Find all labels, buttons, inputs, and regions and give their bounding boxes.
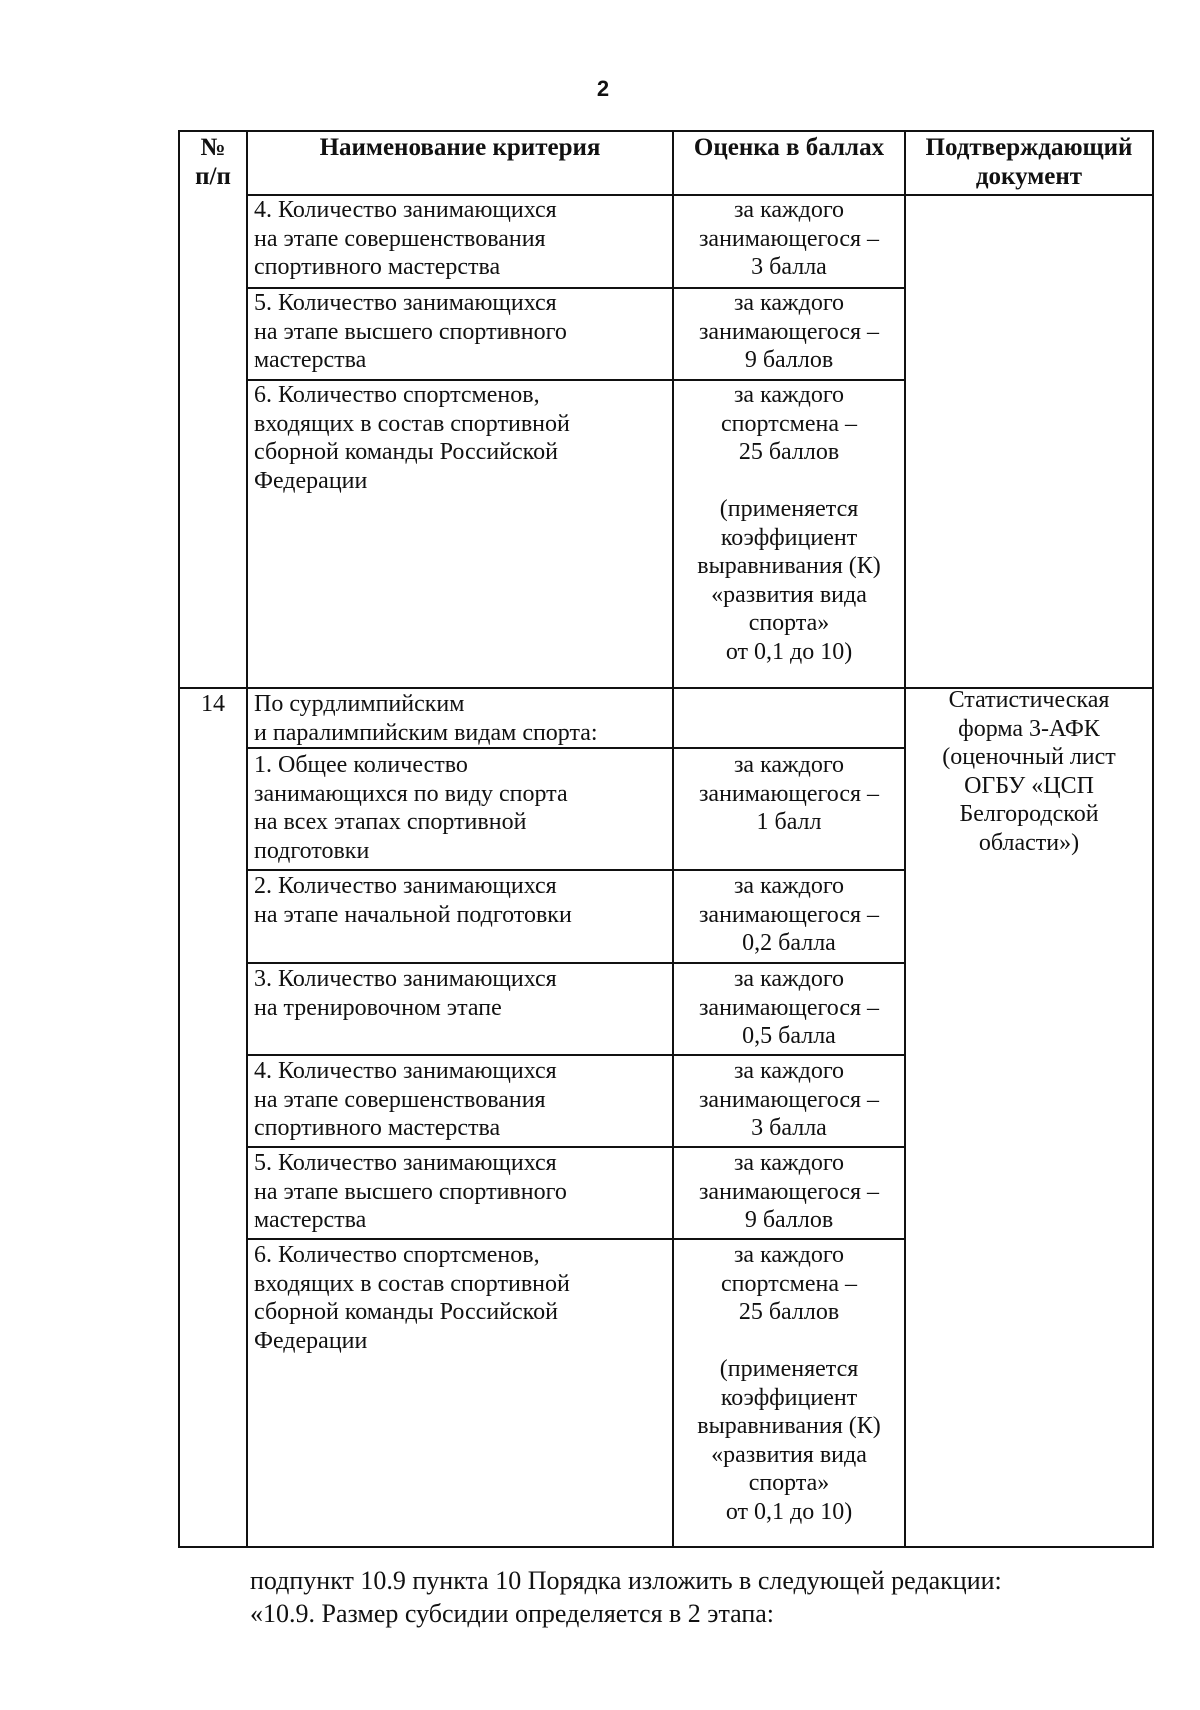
score-cell: за каждого занимающегося – 9 баллов (698, 290, 880, 373)
header-document: Подтверждающий документ (925, 134, 1133, 190)
section-heading: По сурдлимпийским и паралимпийским видам спорта: (254, 691, 598, 746)
row-divider (246, 1238, 906, 1240)
header-score: Оценка в баллах (693, 134, 885, 161)
criterion-cell: 3. Количество занимающихся на тренировочном этапе (254, 966, 557, 1021)
row-divider (246, 1054, 906, 1056)
score-cell: за каждого спортсмена – 25 баллов (применяется коэффициент выравнивания (К) «развития вида спорта» от 0,1 до 10) (697, 382, 881, 665)
row-divider (246, 1146, 906, 1148)
row-divider (246, 962, 906, 964)
score-cell: за каждого занимающегося – 0,5 балла (698, 966, 880, 1049)
criterion-cell: 5. Количество занимающихся на этапе высшего спортивного мастерства (254, 1150, 567, 1233)
criterion-cell: 1. Общее количество занимающихся по виду спорта на всех этапах спортивной подготовки (254, 752, 568, 864)
header-divider-right (904, 194, 1154, 196)
page-number: 2 (596, 76, 610, 101)
criterion-cell: 6. Количество спортсменов, входящих в состав спортивной сборной команды Российской Федерации (254, 1242, 570, 1354)
document-cell: Статистическая форма 3-АФК (оценочный лист ОГБУ «ЦСП Белгородской области») (942, 687, 1116, 856)
row-number: 14 (201, 691, 225, 717)
row-divider (246, 869, 906, 871)
criterion-cell: 4. Количество занимающихся на этапе совершенствования спортивного мастерства (254, 1058, 557, 1141)
criterion-cell: 4. Количество занимающихся на этапе совершенствования спортивного мастерства (254, 197, 557, 280)
criterion-cell: 2. Количество занимающихся на этапе начальной подготовки (254, 873, 572, 928)
paragraph-line: подпункт 10.9 пункта 10 Порядка изложить в следующей редакции: (250, 1566, 1002, 1595)
table-border-top (178, 130, 1154, 132)
score-cell: за каждого занимающегося – 1 балл (698, 752, 880, 835)
table-border-left (178, 130, 180, 1548)
table-border-bottom (178, 1546, 1154, 1548)
score-cell: за каждого занимающегося – 3 балла (698, 197, 880, 280)
table-border-col1 (246, 130, 248, 1548)
criterion-cell: 6. Количество спортсменов, входящих в состав спортивной сборной команды Российской Федерации (254, 382, 570, 494)
criterion-cell: 5. Количество занимающихся на этапе высшего спортивного мастерства (254, 290, 567, 373)
header-criterion: Наименование критерия (319, 134, 601, 161)
row-divider (246, 747, 906, 749)
score-cell: за каждого занимающегося – 9 баллов (698, 1150, 880, 1233)
score-cell: за каждого спортсмена – 25 баллов (применяется коэффициент выравнивания (К) «развития вида спорта» от 0,1 до 10) (697, 1242, 881, 1525)
table-border-right (1152, 130, 1154, 1548)
header-num: № п/п (195, 134, 231, 190)
score-cell: за каждого занимающегося – 3 балла (698, 1058, 880, 1141)
paragraph-line: «10.9. Размер субсидии определяется в 2 этапа: (250, 1599, 775, 1628)
score-cell: за каждого занимающегося – 0,2 балла (698, 873, 880, 956)
